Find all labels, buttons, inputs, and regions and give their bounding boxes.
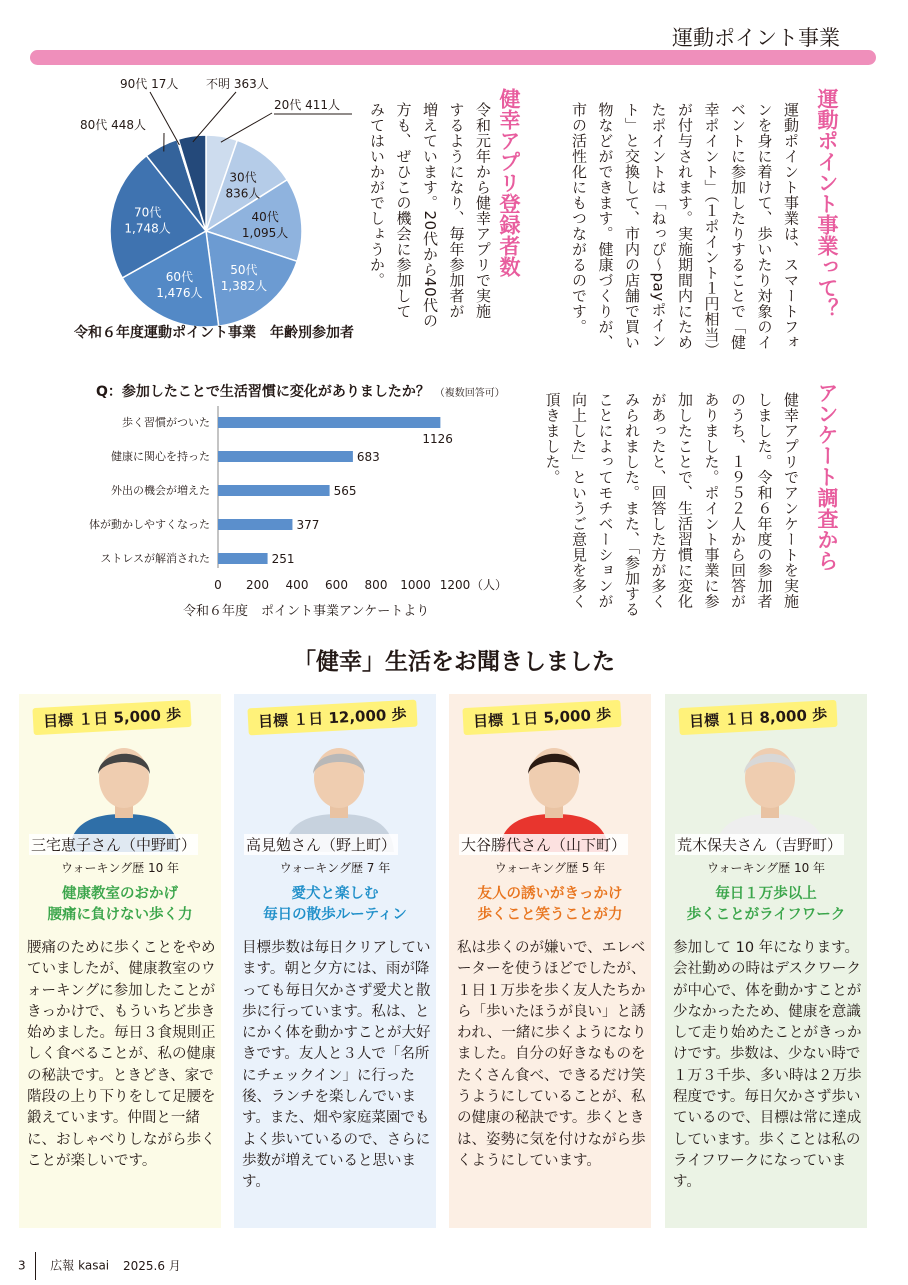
person-headline (234, 884, 436, 926)
pie-outside-label-0: 20代 411人 (274, 98, 340, 112)
pie-outside-label-6: 80代 448人 (80, 118, 146, 132)
headline-line-2: 歩くこと笑うことが力 (477, 907, 623, 923)
person-story: 私は歩くのが嫌いで、エレベーターを使うほどでしたが、１日１万歩を歩く友人たちから「歩いたほうが良い」と誘われ、一緒に歩くようになりました。自分の好きなものをたくさん食べ、できるだけ笑うようにしていることが、私の健康の秘訣です。歩くときは、姿勢に気を付けながら歩くようにしています。 (457, 940, 647, 1169)
bar-category-3: 体が動かしやすくなった (89, 518, 210, 531)
interview-card (449, 694, 651, 1228)
pie-label-3: 50代 (230, 262, 258, 277)
interview-card (19, 694, 221, 1228)
step-goal-badge: 目標 １日 12,000 歩 (247, 700, 417, 736)
headline-line-2: 腰痛に負けない歩く力 (47, 907, 193, 923)
pie-value-4: 1,476人 (156, 286, 203, 301)
registrations-text: 令和元年から健幸アプリで実施するようになり、毎年参加者が増えています。20代から40代の方も、ぜひこの機会に参加してみてはいかがでしょうか。 (368, 102, 492, 329)
walking-years: ウォーキング歴 10 年 (60, 861, 180, 875)
bar-chart-note: （複数回答可） (434, 388, 505, 399)
bar-chart-source: 令和６年度 ポイント事業アンケートより (183, 604, 430, 619)
bar-category-4: ストレスが解消された (100, 552, 210, 565)
bar-3 (218, 519, 292, 530)
pie-label-5: 70代 (133, 205, 162, 220)
pie-value-2: 1,095人 (241, 225, 289, 240)
bar-value-0: 1126 (422, 432, 453, 446)
bar-tick-0: 0 (214, 578, 222, 592)
intro-text: 運動ポイント事業は、スマートフォンを身に着けて、歩いたり対象のイベントに参加したりすることで「健幸ポイント」（１ポイント１円相当）が付与されます。実施期間内にためたポイントは「ねっぴ～payポイント」と交換して、市内の店舗で買い物などができます。健康づくりが、市の活性化にもつながるのです。 (570, 102, 800, 358)
person-headline (665, 884, 867, 926)
bar-tick-4: 800 (364, 578, 388, 592)
person-headline (449, 884, 651, 926)
person-story: 目標歩数は毎日クリアしています。朝と夕方には、雨が降っても毎日欠かさず愛犬と散歩に行っています。私は、とにかく体を動かすことが大好きです。友人と３人で「名所にチェックイン」に行った後、ランチを楽しんでいます。また、畑や家庭菜園でもよく歩いているので、さらに歩数が増えていると思います。 (242, 940, 431, 1191)
headline-line-1: 友人の誘いがきっかけ (477, 886, 623, 902)
bar-0 (218, 417, 440, 428)
pie-label-2: 40代 (251, 209, 279, 224)
headline-line-2: 毎日の散歩ルーティン (263, 907, 407, 923)
bar-value-2: 565 (333, 484, 357, 498)
person-name: 大谷勝代さん（山下町） (461, 836, 627, 854)
pie-value-5: 1,748人 (124, 221, 171, 236)
bar-unit: （人） (471, 578, 508, 592)
person-name: 高見勉さん（野上町） (246, 836, 397, 854)
age-pie-chart (60, 76, 360, 336)
person-name: 荒木保夫さん（吉野町） (677, 836, 843, 854)
bar-tick-5: 1000 (400, 578, 431, 592)
intro-heading: 運動ポイント事業って？ (815, 88, 839, 319)
bar-tick-6: 1200 (439, 578, 471, 592)
bar-category-0: 歩く習慣がついた (122, 416, 210, 429)
bar-tick-1: 200 (246, 578, 269, 592)
headline-line-2: 歩くことがライフワーク (686, 907, 846, 923)
bar-tick-3: 600 (325, 578, 348, 592)
person-name: 三宅恵子さん（中野町） (31, 836, 197, 854)
bar-category-1: 健康に関心を持った (111, 450, 210, 463)
bar-chart-question: Q：参加したことで生活習慣に変化がありましたか？ (96, 384, 430, 400)
step-goal-badge: 目標 １日 8,000 歩 (678, 700, 837, 735)
step-goal-badge: 目標 １日 5,000 歩 (462, 700, 621, 735)
walking-years: ウォーキング歴 5 年 (494, 861, 606, 875)
page-number: 3 (18, 1258, 26, 1273)
bar-value-3: 377 (296, 518, 320, 532)
survey-heading: アンケート調査から (815, 382, 839, 571)
pie-outside-label-7: 90代 17人 (120, 77, 179, 91)
headline-line-1: 毎日１万歩以上 (715, 886, 817, 902)
survey-text: 健幸アプリでアンケートを実施しました。令和６年度の参加者のうち、１９５２人から回答がありました。ポイント事業に参加したことで、生活習慣に変化があったと、回答した方が多くみられました。また、「参加することによってモチベーションが向上した」というご意見を多く頂きました。 (543, 392, 800, 617)
bar-value-4: 251 (271, 552, 295, 566)
bar-2 (218, 485, 330, 496)
section-title: 運動ポイント事業 (672, 26, 840, 50)
interviews-heading: 「健幸」生活をお聞きしました (293, 649, 615, 675)
footer (18, 1252, 181, 1280)
person-story: 腰痛のために歩くことをやめていましたが、健康教室のウォーキングに参加したことがきっかけで、もういちど歩き始めました。毎日３食規則正しく食べることが、私の健康の秘訣です。ときどき、家で階段の上り下りをして足腰を鍛えています。仲間と一緒に、おしゃべりしながら歩くことが楽しいです。 (27, 940, 216, 1169)
headline-line-1: 愛犬と楽しむ (291, 886, 379, 902)
header-bar (30, 50, 876, 65)
bar-chart-title (96, 381, 505, 401)
pie-chart-title: 令和６年度運動ポイント事業 年齢別参加者 (74, 325, 354, 341)
walking-years: ウォーキング歴 7 年 (279, 861, 391, 875)
bar-4 (218, 553, 268, 564)
publication-date: 2025.6 月 (122, 1258, 181, 1273)
publication-name: 広報 kasai (50, 1258, 110, 1273)
bar-value-1: 683 (356, 450, 380, 464)
pie-value-1: 836人 (225, 186, 261, 201)
pie-label-1: 30代 (229, 170, 257, 185)
habit-bar-chart (60, 402, 520, 596)
interview-card (665, 694, 867, 1228)
interview-card (234, 694, 436, 1228)
step-goal-badge: 目標 １日 5,000 歩 (32, 700, 191, 735)
pie-outside-label-8: 不明 363人 (206, 77, 269, 91)
bar-tick-2: 400 (285, 578, 309, 592)
headline-line-1: 健康教室のおかげ (62, 886, 178, 902)
bar-category-2: 外出の機会が増えた (111, 484, 210, 497)
bar-1 (218, 451, 353, 462)
pie-label-4: 60代 (165, 270, 194, 285)
pie-value-3: 1,382人 (220, 278, 268, 293)
registrations-heading: 健幸アプリ登録者数 (497, 88, 521, 277)
person-story: 参加して 10 年になります。会社勤めの時はデスクワークが中心で、体を動かすことが少なかったため、健康を意識して走り始めたことがきっかけです。歩数は、少ない時で１万３千歩、多い時は２万歩程度です。毎日欠かさず歩いているので、目標は常に達成しています。歩くことは私のライフワークになっています。 (673, 940, 862, 1191)
person-headline (19, 884, 221, 926)
walking-years: ウォーキング歴 10 年 (706, 861, 826, 875)
